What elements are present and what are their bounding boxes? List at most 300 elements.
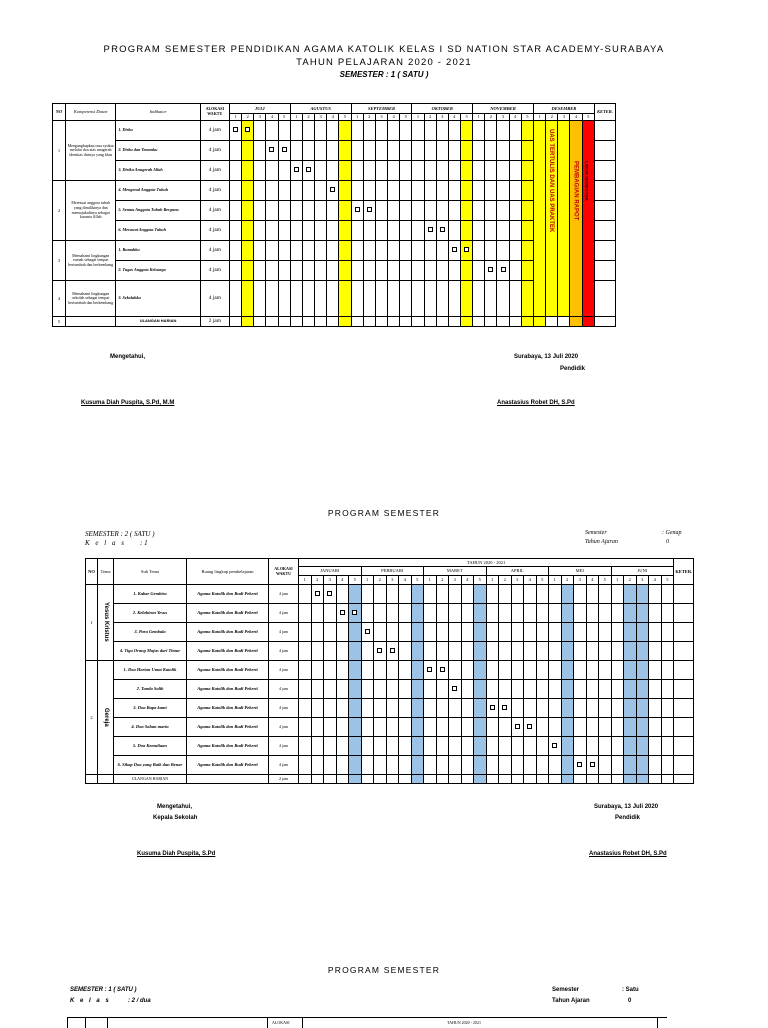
- week-cell: [361, 718, 374, 737]
- week-header: 4: [399, 576, 412, 585]
- row-kd: Memahami lingkungan sekolah sebagai tempat bertumbuh dan berkembang: [66, 281, 116, 317]
- week-cell: [574, 718, 587, 737]
- row-subtema: 2. Tanda Salib: [114, 680, 187, 699]
- week-cell: [485, 221, 497, 241]
- week-cell: [485, 141, 497, 161]
- week-header: 4: [448, 114, 460, 121]
- week-cell: [254, 281, 266, 317]
- week-cell: [497, 261, 509, 281]
- row-indikator: 6. Merawat Anggota Tubuh: [116, 221, 200, 241]
- row-time: 4 jam: [200, 161, 229, 181]
- week-cell: [436, 718, 449, 737]
- week-cell: [412, 121, 424, 141]
- week-cell: [412, 261, 424, 281]
- week-cell: [448, 241, 460, 261]
- row-subtema: 6. Sikap Doa yang Baik dan Benar: [114, 756, 187, 775]
- week-header: 1: [424, 576, 437, 585]
- week-cell: [229, 161, 241, 181]
- week-cell: [336, 661, 349, 680]
- row-no: 4: [53, 281, 66, 317]
- week-cell: [349, 623, 362, 642]
- week-cell: [486, 699, 499, 718]
- s2-sign-left-name: Kusuma Diah Puspita, S.Pd: [137, 851, 216, 857]
- week-cell: [242, 201, 254, 221]
- week-cell: [375, 281, 387, 317]
- week-cell: [374, 699, 387, 718]
- week-cell: [386, 756, 399, 775]
- row-ruang: Agama Katolik dan Budi Pekerti: [187, 718, 269, 737]
- week-cell: [424, 121, 436, 141]
- week-cell: [351, 201, 363, 221]
- week-cell: [473, 201, 485, 221]
- row-ruang: Agama Katolik dan Budi Pekerti: [187, 623, 269, 642]
- week-cell: [521, 201, 533, 221]
- month-header: JULI: [229, 104, 290, 114]
- week-cell: [363, 161, 375, 181]
- week-cell: [497, 317, 509, 327]
- s2-sign-left-label2: Kepala Sekolah: [153, 815, 198, 821]
- week-cell: [375, 201, 387, 221]
- week-cell: [586, 699, 599, 718]
- week-cell: [486, 604, 499, 623]
- week-cell: [339, 261, 351, 281]
- week-header: 3: [574, 576, 587, 585]
- week-cell: [509, 161, 521, 181]
- week-cell: [386, 585, 399, 604]
- week-cell: [436, 161, 448, 181]
- week-cell: [449, 642, 462, 661]
- header-subtema: Sub Tema: [114, 559, 187, 585]
- week-cell: [386, 699, 399, 718]
- week-cell: [649, 604, 662, 623]
- week-cell: [649, 623, 662, 642]
- week-cell: [336, 699, 349, 718]
- week-cell: [524, 756, 537, 775]
- week-cell: [411, 775, 424, 784]
- week-cell: [424, 661, 437, 680]
- row-time: 2 jam: [200, 317, 229, 327]
- week-cell: [586, 642, 599, 661]
- week-cell: [436, 642, 449, 661]
- week-cell: [448, 121, 460, 141]
- week-cell: [327, 241, 339, 261]
- week-cell: [411, 718, 424, 737]
- week-cell: [436, 775, 449, 784]
- week-header: 4: [336, 576, 349, 585]
- week-header: 1: [351, 114, 363, 121]
- week-cell: [536, 661, 549, 680]
- week-cell: [229, 317, 241, 327]
- week-cell: [485, 241, 497, 261]
- week-cell: [549, 699, 562, 718]
- week-cell: [509, 201, 521, 221]
- week-cell: [461, 317, 473, 327]
- week-cell: [388, 241, 400, 261]
- week-cell: [363, 121, 375, 141]
- week-cell: [636, 775, 649, 784]
- check-box-icon: [233, 127, 238, 132]
- week-cell: [400, 201, 412, 221]
- check-box-icon: [515, 724, 520, 729]
- week-cell: [424, 756, 437, 775]
- week-cell: [436, 604, 449, 623]
- week-cell: [290, 121, 302, 141]
- week-cell: [424, 718, 437, 737]
- week-cell: [375, 261, 387, 281]
- week-header: 1: [486, 576, 499, 585]
- week-cell: [536, 737, 549, 756]
- week-cell: [386, 718, 399, 737]
- week-cell: [511, 756, 524, 775]
- week-cell: [509, 121, 521, 141]
- week-cell: [461, 281, 473, 317]
- week-cell: [511, 775, 524, 784]
- week-cell: [524, 718, 537, 737]
- week-cell: [351, 221, 363, 241]
- week-header: 1: [290, 114, 302, 121]
- week-cell: [399, 775, 412, 784]
- week-cell: [661, 718, 674, 737]
- week-cell: [521, 161, 533, 181]
- row-indikator: 3. Diriku Anugerah Allah: [116, 161, 200, 181]
- check-box-icon: [330, 187, 335, 192]
- week-cell: [299, 699, 312, 718]
- week-cell: [374, 737, 387, 756]
- sign-right-label: Pendidik: [560, 366, 586, 372]
- check-box-icon: [427, 667, 432, 672]
- week-cell: [586, 661, 599, 680]
- table-row: [86, 642, 694, 661]
- check-box-icon: [315, 591, 320, 596]
- week-cell: [399, 756, 412, 775]
- week-cell: [374, 756, 387, 775]
- week-cell: [449, 661, 462, 680]
- check-box-icon: [428, 227, 433, 232]
- row-keter: [674, 661, 694, 680]
- week-cell: [436, 121, 448, 141]
- week-header: 2: [242, 114, 254, 121]
- week-cell: [574, 756, 587, 775]
- row-keter: [594, 261, 615, 281]
- week-cell: [302, 241, 314, 261]
- sign-right-name: Anastasius Robet DH, S.Pd: [497, 400, 575, 406]
- week-cell: [339, 141, 351, 161]
- week-cell: [229, 241, 241, 261]
- week-cell: [521, 141, 533, 161]
- week-cell: [485, 161, 497, 181]
- week-cell: [549, 775, 562, 784]
- week-header: 1: [229, 114, 241, 121]
- row-keter: [674, 642, 694, 661]
- check-box-icon: [390, 648, 395, 653]
- table-row: [53, 121, 616, 141]
- week-cell: [399, 699, 412, 718]
- check-box-icon: [352, 610, 357, 615]
- s2-sign-left-label: Mengetahui,: [157, 804, 193, 810]
- header-ruang: Ruang lingkup pembelajaran: [187, 559, 269, 585]
- week-cell: [311, 737, 324, 756]
- week-cell: [339, 121, 351, 141]
- week-cell: [311, 718, 324, 737]
- week-cell: [586, 604, 599, 623]
- row-keter: [674, 775, 694, 784]
- week-cell: [536, 775, 549, 784]
- week-cell: [521, 261, 533, 281]
- week-header: 4: [570, 114, 582, 121]
- week-cell: [424, 699, 437, 718]
- week-cell: [324, 623, 337, 642]
- week-cell: [351, 161, 363, 181]
- week-cell: [351, 121, 363, 141]
- row-keter: [674, 585, 694, 604]
- week-cell: [388, 121, 400, 141]
- section3-kelas-label: K e l a s: [70, 998, 111, 1004]
- week-cell: [399, 623, 412, 642]
- week-cell: [599, 737, 612, 756]
- week-cell: [499, 756, 512, 775]
- section2-kelas-label: K e l a s: [85, 539, 126, 547]
- table-row: [53, 261, 616, 281]
- week-header: 2: [561, 576, 574, 585]
- week-cell: [448, 181, 460, 201]
- week-cell: [599, 680, 612, 699]
- week-cell: [375, 121, 387, 141]
- week-cell: [311, 623, 324, 642]
- week-cell: [611, 756, 624, 775]
- week-header: 2: [311, 576, 324, 585]
- row-time: 4 jam: [200, 221, 229, 241]
- week-cell: [649, 775, 662, 784]
- week-cell: [375, 221, 387, 241]
- week-cell: [361, 661, 374, 680]
- week-cell: [290, 181, 302, 201]
- week-cell: [574, 680, 587, 699]
- week-cell: [436, 241, 448, 261]
- week-cell: [349, 661, 362, 680]
- row-keter: [674, 699, 694, 718]
- week-cell: [624, 775, 637, 784]
- week-cell: [349, 642, 362, 661]
- week-cell: [536, 585, 549, 604]
- week-cell: [497, 201, 509, 221]
- week-cell: [661, 756, 674, 775]
- week-header: 4: [524, 576, 537, 585]
- week-cell: [511, 604, 524, 623]
- week-cell: [611, 680, 624, 699]
- week-cell: [336, 737, 349, 756]
- week-cell: [424, 642, 437, 661]
- s2-sign-right-place: Surabaya, 13 Juli 2020: [594, 804, 659, 810]
- week-cell: [412, 221, 424, 241]
- week-cell: [339, 201, 351, 221]
- check-box-icon: [590, 762, 595, 767]
- week-cell: [473, 161, 485, 181]
- week-cell: [582, 317, 594, 327]
- week-cell: [349, 585, 362, 604]
- week-cell: [388, 161, 400, 181]
- week-cell: [411, 661, 424, 680]
- week-cell: [399, 737, 412, 756]
- week-cell: [424, 775, 437, 784]
- week-cell: [474, 661, 487, 680]
- week-cell: [386, 680, 399, 699]
- week-cell: [586, 756, 599, 775]
- week-cell: [363, 261, 375, 281]
- week-cell: [449, 623, 462, 642]
- row-ruang: [187, 775, 269, 784]
- week-cell: [661, 661, 674, 680]
- week-cell: [311, 775, 324, 784]
- week-cell: [586, 737, 599, 756]
- row-time: 4 jam: [269, 585, 299, 604]
- header-alokasi: ALOKASI WAKTU: [200, 104, 229, 121]
- week-cell: [461, 585, 474, 604]
- week-cell: [290, 241, 302, 261]
- week-cell: [400, 241, 412, 261]
- week-header: 5: [521, 114, 533, 121]
- row-ruang: Agama Katolik dan Budi Pekerti: [187, 756, 269, 775]
- week-cell: [375, 317, 387, 327]
- week-cell: [349, 718, 362, 737]
- week-cell: [485, 281, 497, 317]
- week-cell: [324, 585, 337, 604]
- month-header: JUNI: [611, 567, 674, 576]
- week-cell: [388, 317, 400, 327]
- week-cell: [327, 201, 339, 221]
- check-box-icon: [577, 762, 582, 767]
- week-cell: [436, 317, 448, 327]
- week-cell: [561, 661, 574, 680]
- week-cell: [449, 699, 462, 718]
- week-header: 3: [497, 114, 509, 121]
- week-cell: [363, 221, 375, 241]
- section3-tahun-r-value: 0: [628, 998, 632, 1004]
- week-cell: [254, 221, 266, 241]
- week-cell: [363, 181, 375, 201]
- week-cell: [436, 699, 449, 718]
- row-tema: [98, 585, 114, 661]
- week-header: 4: [266, 114, 278, 121]
- week-cell: [424, 317, 436, 327]
- week-cell: [302, 281, 314, 317]
- week-cell: [278, 281, 290, 317]
- row-tema: [98, 661, 114, 775]
- row-indikator: 2. Tugas Anggota Keluarga: [116, 261, 200, 281]
- week-cell: [229, 261, 241, 281]
- row-subtema: 1. Doa Harian Umat Katolik: [114, 661, 187, 680]
- week-cell: [254, 317, 266, 327]
- week-cell: [302, 261, 314, 281]
- week-cell: [599, 604, 612, 623]
- week-cell: [436, 680, 449, 699]
- week-cell: [499, 604, 512, 623]
- week-cell: [386, 642, 399, 661]
- week-cell: [586, 680, 599, 699]
- week-cell: [339, 281, 351, 317]
- week-cell: [499, 775, 512, 784]
- week-cell: [448, 281, 460, 317]
- week-cell: [315, 121, 327, 141]
- table-row: [86, 604, 694, 623]
- week-cell: [375, 241, 387, 261]
- row-time: 4 jam: [200, 181, 229, 201]
- table-row: [86, 775, 694, 784]
- week-cell: [299, 737, 312, 756]
- week-cell: [649, 642, 662, 661]
- row-indikator: 1. Dirku: [116, 121, 200, 141]
- week-cell: [327, 261, 339, 281]
- week-cell: [374, 661, 387, 680]
- week-cell: [229, 281, 241, 317]
- week-header: 5: [278, 114, 290, 121]
- week-cell: [290, 201, 302, 221]
- week-cell: [424, 623, 437, 642]
- check-box-icon: [488, 267, 493, 272]
- row-time: 4 jam: [269, 680, 299, 699]
- check-box-icon: [440, 667, 445, 672]
- row-ruang: Agama Katolik dan Budi Pekerti: [187, 642, 269, 661]
- week-cell: [524, 680, 537, 699]
- week-cell: [375, 141, 387, 161]
- section3-tahun-r-label: Tahun Ajaran: [552, 998, 590, 1004]
- row-time: 2 jam: [269, 775, 299, 784]
- week-cell: [327, 317, 339, 327]
- week-header: 3: [511, 576, 524, 585]
- week-cell: [436, 141, 448, 161]
- week-header: 2: [499, 576, 512, 585]
- week-cell: [411, 737, 424, 756]
- week-cell: [327, 221, 339, 241]
- week-cell: [302, 317, 314, 327]
- week-cell: [349, 680, 362, 699]
- row-kd: Memahami lingkungan rumah sebagai tempat bertumbuh dan berkembang: [66, 241, 116, 281]
- week-cell: [511, 585, 524, 604]
- week-cell: [549, 737, 562, 756]
- week-cell: [351, 141, 363, 161]
- week-cell: [278, 121, 290, 141]
- week-cell: [254, 181, 266, 201]
- week-header: 2: [624, 576, 637, 585]
- week-cell: [315, 161, 327, 181]
- week-cell: [497, 161, 509, 181]
- week-cell: [315, 221, 327, 241]
- week-cell: [449, 604, 462, 623]
- week-cell: [254, 261, 266, 281]
- week-cell: [474, 699, 487, 718]
- check-box-icon: [327, 591, 332, 596]
- week-header: 5: [411, 576, 424, 585]
- week-cell: [324, 775, 337, 784]
- week-cell: [388, 141, 400, 161]
- table-row: [53, 281, 616, 317]
- week-cell: [511, 718, 524, 737]
- week-header: 2: [363, 114, 375, 121]
- week-cell: [661, 642, 674, 661]
- week-cell: [278, 161, 290, 181]
- week-cell: [561, 718, 574, 737]
- row-keter: [674, 718, 694, 737]
- week-cell: [339, 317, 351, 327]
- header-no: NO: [86, 559, 98, 585]
- week-cell: [424, 737, 437, 756]
- week-cell: [497, 141, 509, 161]
- week-cell: [599, 775, 612, 784]
- week-cell: [411, 699, 424, 718]
- week-cell: [351, 241, 363, 261]
- week-cell: [315, 281, 327, 317]
- week-header: 4: [649, 576, 662, 585]
- week-header: 1: [361, 576, 374, 585]
